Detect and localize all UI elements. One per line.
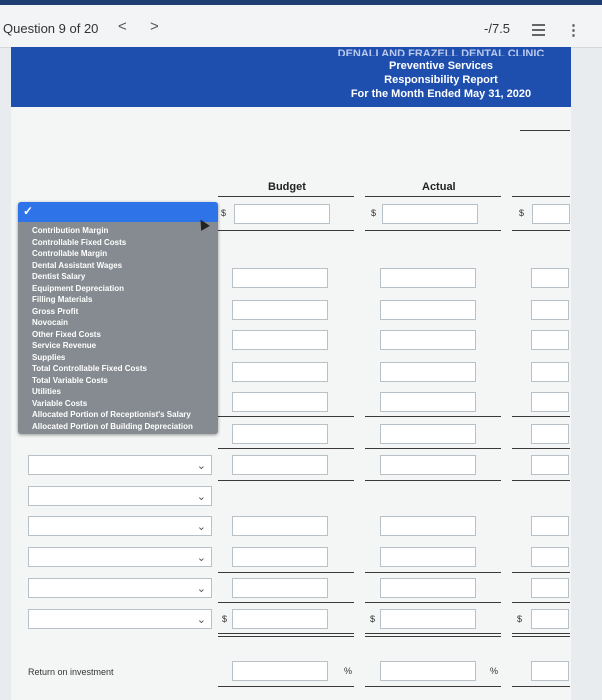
dropdown-option[interactable]: Total Variable Costs [32, 375, 108, 385]
difference-amount-input[interactable] [531, 547, 569, 567]
dropdown-option[interactable]: Gross Profit [32, 306, 79, 316]
actual-column-header: Actual [422, 181, 456, 193]
budget-amount-input[interactable] [232, 424, 328, 444]
divider [365, 686, 501, 687]
difference-roi-input[interactable] [531, 661, 569, 681]
difference-amount-input[interactable] [531, 362, 569, 382]
dropdown-option[interactable]: Novocain [32, 318, 69, 327]
budget-amount-input[interactable] [232, 392, 328, 412]
divider [365, 572, 501, 573]
dropdown-option[interactable]: Allocated Portion of Building Depreciation [32, 421, 193, 431]
next-question-button[interactable]: > [150, 18, 159, 35]
divider [512, 602, 570, 603]
list-icon[interactable] [532, 24, 545, 39]
divider [365, 416, 501, 417]
question-toolbar [0, 5, 602, 48]
chevron-down-icon: ⌄ [196, 552, 206, 564]
actual-amount-input[interactable] [380, 330, 476, 350]
divider [512, 633, 570, 634]
company-name: DENALI AND FRAZELL DENTAL CLINIC [337, 49, 545, 56]
divider [218, 633, 354, 634]
report-line-1: Preventive Services [389, 60, 493, 72]
actual-roi-input[interactable] [380, 661, 476, 681]
actual-amount-input[interactable] [380, 300, 476, 320]
line-item-select[interactable] [28, 609, 212, 629]
divider [365, 633, 501, 634]
report-line-3: For the Month Ended May 31, 2020 [350, 88, 532, 100]
divider [218, 480, 354, 481]
actual-amount-input[interactable] [380, 392, 476, 412]
dropdown-option[interactable]: Filling Materials [32, 295, 93, 304]
divider [218, 686, 354, 687]
divider [512, 572, 570, 573]
dropdown-option[interactable]: Equipment Depreciation [32, 283, 125, 293]
line-item-select[interactable] [28, 516, 212, 536]
divider [512, 686, 570, 687]
actual-amount-input[interactable] [380, 609, 476, 629]
more-icon[interactable]: ⋮ [566, 22, 581, 39]
divider [218, 636, 354, 637]
divider [218, 416, 354, 417]
divider [218, 196, 354, 197]
divider [512, 636, 570, 637]
percent-sign: % [344, 666, 353, 676]
dollar-sign: $ [517, 614, 523, 624]
divider [512, 416, 570, 417]
question-counter: Question 9 of 20 [3, 21, 99, 36]
line-item-select[interactable] [28, 547, 212, 567]
divider [512, 196, 570, 197]
dropdown-option[interactable]: Controllable Margin [32, 249, 108, 258]
divider [218, 572, 354, 573]
difference-amount-input[interactable] [531, 424, 569, 444]
chevron-down-icon: ⌄ [196, 460, 206, 472]
dollar-sign: $ [371, 208, 377, 218]
dropdown-option[interactable]: Total Controllable Fixed Costs [32, 364, 147, 373]
dollar-sign: $ [221, 208, 227, 218]
roi-label: Return on investment [28, 667, 114, 677]
divider [365, 196, 501, 197]
line-item-select[interactable] [28, 486, 212, 506]
chevron-down-icon: ⌄ [196, 583, 206, 595]
difference-amount-input[interactable] [531, 455, 569, 475]
actual-amount-input[interactable] [380, 578, 476, 598]
divider [218, 230, 354, 231]
dropdown-option[interactable]: Dentist Salary [32, 272, 86, 281]
divider [520, 130, 570, 131]
difference-amount-input[interactable] [531, 330, 569, 350]
difference-amount-input[interactable] [531, 268, 569, 288]
difference-amount-input[interactable] [531, 609, 569, 629]
budget-amount-input[interactable] [232, 547, 328, 567]
dollar-sign: $ [370, 614, 376, 624]
dropdown-option[interactable]: Service Revenue [32, 341, 97, 350]
divider [365, 448, 501, 449]
score-display: -/7.5 [484, 21, 511, 36]
difference-amount-input[interactable] [531, 578, 569, 598]
actual-amount-input[interactable] [382, 204, 478, 224]
divider [365, 636, 501, 637]
dropdown-option-list [32, 225, 193, 432]
divider [365, 230, 501, 231]
budget-column-header: Budget [268, 181, 306, 193]
report-line-2: Responsibility Report [384, 74, 498, 86]
divider [218, 448, 354, 449]
actual-amount-input[interactable] [380, 268, 476, 288]
percent-sign: % [490, 666, 499, 676]
chevron-down-icon: ⌄ [196, 614, 206, 626]
divider [218, 602, 354, 603]
actual-amount-input[interactable] [380, 547, 476, 567]
divider [512, 480, 570, 481]
difference-amount-input[interactable] [532, 204, 570, 224]
divider [512, 448, 570, 449]
budget-amount-input[interactable] [232, 362, 328, 382]
dropdown-option[interactable]: Contribution Margin [32, 226, 109, 235]
line-item-select[interactable] [28, 455, 212, 475]
budget-roi-input[interactable] [232, 661, 328, 681]
dropdown-option[interactable]: Allocated Portion of Receptionist's Salary [32, 410, 191, 419]
budget-amount-input[interactable] [232, 609, 328, 629]
difference-amount-input[interactable] [531, 392, 569, 412]
budget-amount-input[interactable] [232, 516, 328, 536]
report-header [11, 47, 571, 107]
check-icon: ✓ [23, 204, 34, 218]
dropdown-option[interactable]: Controllable Fixed Costs [32, 237, 127, 247]
dropdown-option[interactable]: Utilities [32, 387, 61, 396]
dropdown-option[interactable]: Other Fixed Costs [32, 329, 101, 339]
chevron-down-icon: ⌄ [196, 521, 206, 533]
budget-amount-input[interactable] [232, 578, 328, 598]
divider [512, 230, 570, 231]
difference-amount-input[interactable] [531, 300, 569, 320]
dropdown-option[interactable]: Variable Costs [32, 398, 88, 408]
actual-amount-input[interactable] [380, 424, 476, 444]
budget-amount-input[interactable] [232, 455, 328, 475]
divider [365, 602, 501, 603]
budget-amount-input[interactable] [232, 300, 328, 320]
dropdown-option[interactable]: Supplies [32, 352, 66, 362]
budget-amount-input[interactable] [232, 330, 328, 350]
line-item-dropdown-menu[interactable] [18, 202, 218, 434]
dropdown-option[interactable]: Dental Assistant Wages [32, 260, 123, 270]
actual-amount-input[interactable] [380, 362, 476, 382]
prev-question-button[interactable]: < [118, 18, 127, 35]
dollar-sign: $ [519, 208, 525, 218]
actual-amount-input[interactable] [380, 455, 476, 475]
divider [365, 480, 501, 481]
actual-amount-input[interactable] [380, 516, 476, 536]
dropdown-selected-row[interactable] [18, 202, 218, 222]
budget-amount-input[interactable] [232, 268, 328, 288]
budget-amount-input[interactable] [234, 204, 330, 224]
chevron-down-icon: ⌄ [196, 491, 206, 503]
line-item-select[interactable] [28, 578, 212, 598]
difference-amount-input[interactable] [531, 516, 569, 536]
dollar-sign: $ [222, 614, 228, 624]
